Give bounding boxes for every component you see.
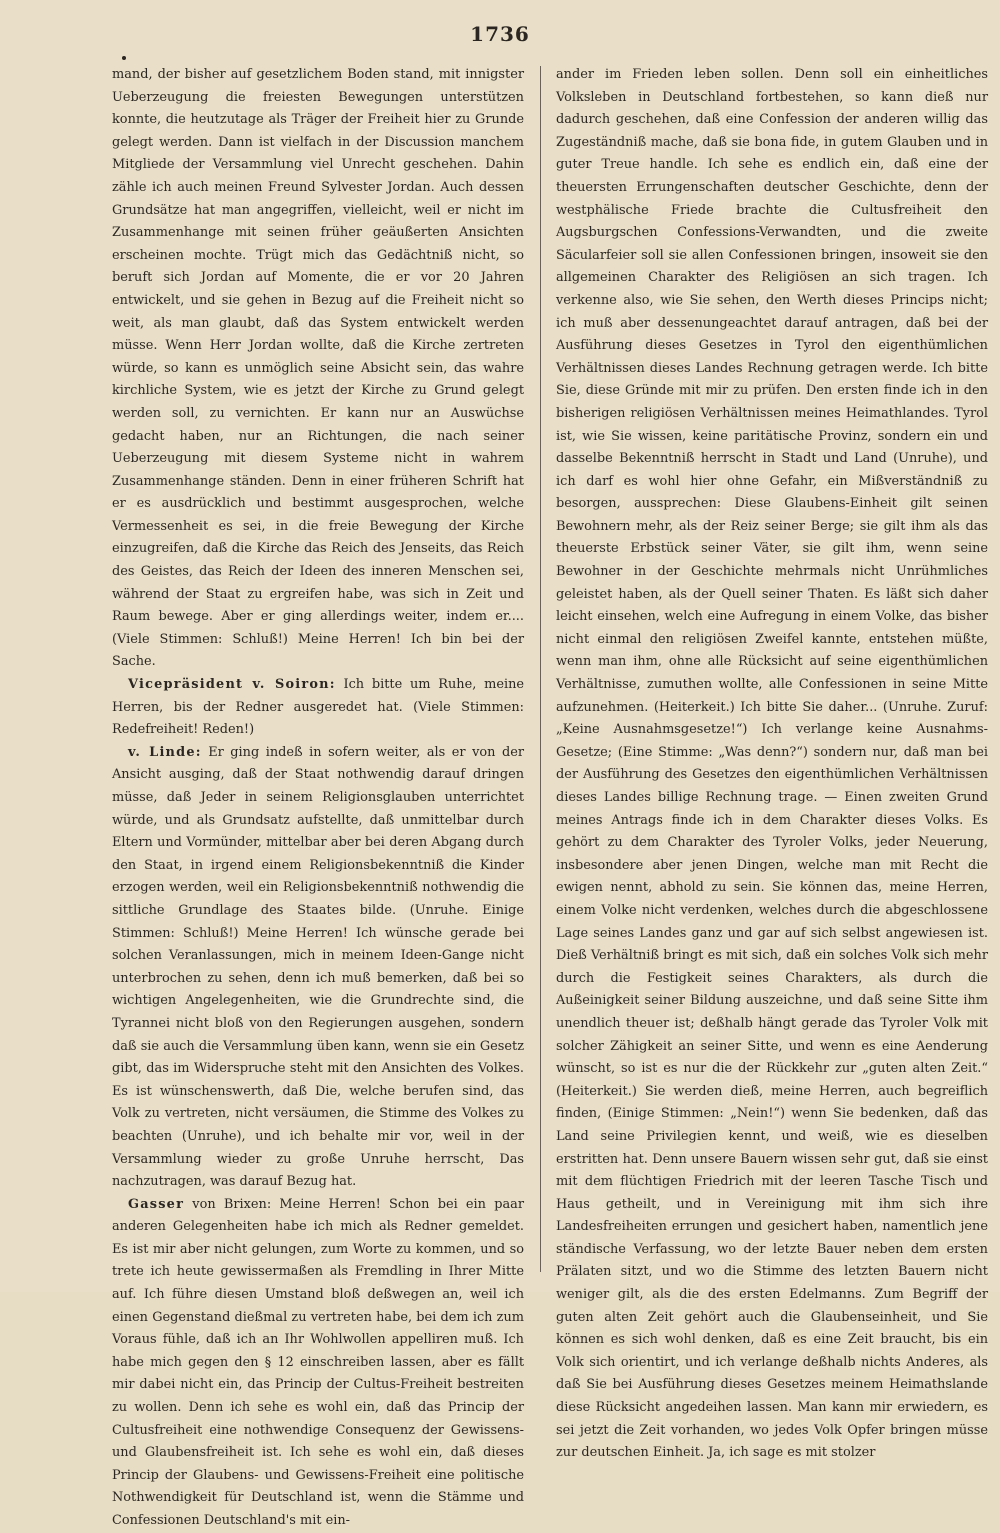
ornament-dot <box>122 56 126 60</box>
paragraph-text: Ich bitte um Ruhe, meine Herren, bis der Redner ausgeredet hat. (Viele Stimmen: Redefreiheit! Reden!) <box>112 677 524 738</box>
page-number: 1736 <box>470 22 530 46</box>
paragraph-text: von Brixen: Meine Herren! Schon bei ein paar anderen Gelegenheiten habe ich mich als Redner gemeldet. Es ist mir aber nicht gelungen, zum Worte zu kommen, und so trete ich heute gewissermaßen als Fremdling in Ihrer Mitte auf. Ich führe diesen Umstand bloß deßwegen an, weil ich einen Gegenstand dießmal zu vertreten habe, bei dem ich zum Voraus fühle, daß ich an Ihr Wohlwollen appelliren muß. Ich habe mich gegen den § 12 einschreiben lassen, aber es fällt mir dabei nicht ein, das Princip der Cultus-Freiheit bestreiten zu wollen. Denn ich sehe es wohl ein, daß das Princip der Cultusfreiheit eine nothwendige Consequenz der Gewissens- und Glaubensfreiheit ist. Ich sehe es wohl ein, daß dieses Princip der Glaubens- und Gewissens-Freiheit eine politische Nothwendigkeit für Deutschland ist, wenn die Stämme und Confessionen Deutschland's mit ein- <box>112 1196 524 1528</box>
paragraph-text: mand, der bisher auf gesetzlichem Boden stand, mit innigster Ueberzeugung die freiesten Bewegungen unterstützen konnte, die heutzutage als Träger der Freiheit hier zu Grunde gelegt werden. Dann ist vielfach in der Discussion manchem Mitgliede der Versammlung viel Unrecht geschehen. Dahin zähle ich auch meinen Freund Sylvester Jordan. Auch dessen Grundsätze hat man angegriffen, vielleicht, weil er nicht im Zusammenhange mit seinen früher geäußerten Ansichten erscheinen mochte. Trügt mich das Gedächtniß nicht, so beruft sich Jordan auf Momente, die er vor 20 Jahren entwickelt, und sie gehen in Bezug auf die Freiheit nicht so weit, als man glaubt, daß das System entwickelt werden müsse. Wenn Herr Jordan wollte, daß die Kirche zertreten würde, so kann es unmöglich seine Absicht sein, das wahre kirchliche System, wie es jetzt der Kirche zu Grund gelegt werden soll, zu vernichten. Er kann nur an Auswüchse gedacht haben, nur an Richtungen, die nach seiner Ueberzeugung mit diesem Systeme nicht in wahrem Zusammenhange ständen. Denn in einer früheren Schrift hat er es ausdrücklich und bestimmt ausgesprochen, welche Vermessenheit es sei, in die freie Bewegung der Kirche einzugreifen, daß die Kirche das Reich des Jenseits, das Reich des Geistes, das Reich der Ideen des inneren Menschen sei, während der Staat zu ergreifen habe, was sich in Zeit und Raum bewege. Aber er ging allerdings weiter, indem er.... (Viele Stimmen: Schluß!) Meine Herren! Ich bin bei der Sache. <box>112 67 524 670</box>
speaker-name: Vicepräsident v. Soiron: <box>128 677 336 693</box>
column-divider <box>540 66 541 1272</box>
left-paragraph-3 <box>112 742 524 1194</box>
right-column <box>556 64 988 1461</box>
speaker-name: v. Linde: <box>128 744 202 760</box>
left-paragraph-2 <box>112 674 524 742</box>
left-column <box>112 64 524 1528</box>
left-paragraph-4 <box>112 1194 524 1533</box>
left-paragraph-1 <box>112 64 524 674</box>
paragraph-text: Er ging indeß in sofern weiter, als er von der Ansicht ausging, daß der Staat nothwendig darauf dringen müsse, daß Jeder in seinem Religionsglauben unterrichtet würde, und als Grundsatz aufstellte, daß unmittelbar durch Eltern und Vormünder, mittelbar aber bei deren Abgang durch den Staat, in irgend einem Religionsbekenntniß die Kinder erzogen werden, weil ein Religionsbekenntniß nothwendig die sittliche Grundlage des Staates bilde. (Unruhe. Einige Stimmen: Schluß!) Meine Herren! Ich wünsche gerade bei solchen Veranlassungen, mich in meinem Ideen-Gange nicht unterbrochen zu sehen, denn ich muß bemerken, daß bei so wichtigen Angelegenheiten, wie die Grundrechte sind, die Tyrannei nicht bloß von den Regierungen ausgehen, sondern daß sie auch die Versammlung üben kann, wenn sie ein Gesetz gibt, das im Widerspruche steht mit den Ansichten des Volkes. Es ist wünschenswerth, daß Die, welche berufen sind, das Volk zu vertreten, nicht versäumen, die Stimme des Volkes zu beachten (Unruhe), und ich behalte mir vor, weil in der Versammlung wieder zu große Unruhe herrscht, Das nachzutragen, was darauf Bezug hat. <box>112 744 524 1190</box>
right-paragraph-1 <box>556 64 988 1465</box>
paragraph-text: ander im Frieden leben sollen. Denn soll ein einheitliches Volksleben in Deutschland fortbestehen, so kann dieß nur dadurch geschehen, daß eine Confession der anderen willig das Zugeständniß mache, daß sie bona fide, in gutem Glauben und in guter Treue handle. Ich sehe es endlich ein, daß eine der theuersten Errungenschaften deutscher Geschichte, denn der westphälische Friede brachte die Cultusfreiheit den Augsburgschen Confessions-Verwandten, und die zweite Säcularfeier soll sie allen Confessionen bringen, insoweit sie den allgemeinen Charakter des Religiösen an sich tragen. Ich verkenne also, wie Sie sehen, den Werth dieses Princips nicht; ich muß aber dessenungeachtet darauf antragen, daß bei der Ausführung dieses Gesetzes in Tyrol den eigenthümlichen Verhältnissen dieses Landes Rechnung getragen werde. Ich bitte Sie, diese Gründe mit mir zu prüfen. Den ersten finde ich in den bisherigen religiösen Verhältnissen meines Heimathlandes. Tyrol ist, wie Sie wissen, keine paritätische Provinz, sondern ein und dasselbe Bekenntniß herrscht in Stadt und Land (Unruhe), und ich darf es wohl hier ohne Gefahr, ein Mißverständniß zu besorgen, aussprechen: Diese Glaubens-Einheit gilt seinen Bewohnern mehr, als der Reiz seiner Berge; sie gilt ihm als das theuerste Erbstück seiner Väter, sie gilt ihm, wenn seine Bewohner in der Geschichte mehrmals nicht Unrühmliches geleistet haben, als der Quell seiner Thaten. Es läßt sich daher leicht einsehen, welch eine Aufregung in einem Volke, das bisher nicht einmal den religiösen Zweifel kannte, entstehen müßte, wenn man ihm, ohne alle Rücksicht auf seine eigenthümlichen Verhältnisse, zumuthen wollte, alle Confessionen in seine Mitte aufzunehmen. (Heiterkeit.) Ich bitte Sie daher... (Unruhe. Zuruf: „Keine Ausnahmsgesetze!“) Ich verlange keine Ausnahms-Gesetze; (Eine Stimme: „Was denn?“) sondern nur, daß man bei der Ausführung des Gesetzes den eigenthümlichen Verhältnissen dieses Landes billige Rechnung trage. — Einen zweiten Grund meines Antrags finde ich in dem Charakter dieses Volks. Es gehört zu dem Charakter des Tyroler Volks, jeder Neuerung, insbesondere aber jenen Dingen, welche man mit Recht die ewigen nennt, abhold zu sein. Sie können das, meine Herren, einem Volke nicht verdenken, welches durch die abgeschlossene Lage seines Landes ganz und gar auf sich selbst angewiesen ist. Dieß Verhältniß bringt es mit sich, daß ein solches Volk sich mehr durch die Festigkeit seines Charakters, als durch die Außeinigkeit seiner Bildung auszeichne, und daß seine Sitte ihm unendlich theuer ist; deßhalb hängt gerade das Tyroler Volk mit solcher Zähigkeit an seiner Sitte, und wenn es eine Aenderung wünscht, so ist es nur die der Rückkehr zur „guten alten Zeit.“ (Heiterkeit.) Sie werden dieß, meine Herren, auch begreiflich finden, (Einige Stimmen: „Nein!“) wenn Sie bedenken, daß das Land seine Privilegien kennt, und weiß, wie es dieselben erstritten hat. Denn unsere Bauern wissen sehr gut, daß sie einst mit dem flüchtigen Friedrich mit der leeren Tasche Tisch und Haus getheilt, und in Vereinigung mit ihm sich ihre Landesfreiheiten errungen und gesichert haben, namentlich jene ständische Verfassung, wo der letzte Bauer neben dem ersten Prälaten sitzt, und wo die Stimme des letzten Bauern nicht weniger gilt, als die des ersten Edelmanns. Zum Begriff der guten alten Zeit gehört auch die Glaubenseinheit, und Sie können es sich wohl denken, daß es eine Zeit braucht, bis ein Volk sich orientirt, und ich verlange deßhalb nichts Anderes, als daß Sie bei Ausführung dieses Gesetzes meinem Heimathslande diese Rücksicht angedeihen lassen. Man kann mir erwiedern, es sei jetzt die Zeit vorhanden, wo jedes Volk Opfer bringen müsse zur deutschen Einheit. Ja, ich sage es mit stolzer <box>556 67 988 1461</box>
speaker-name: Gasser <box>128 1196 185 1212</box>
